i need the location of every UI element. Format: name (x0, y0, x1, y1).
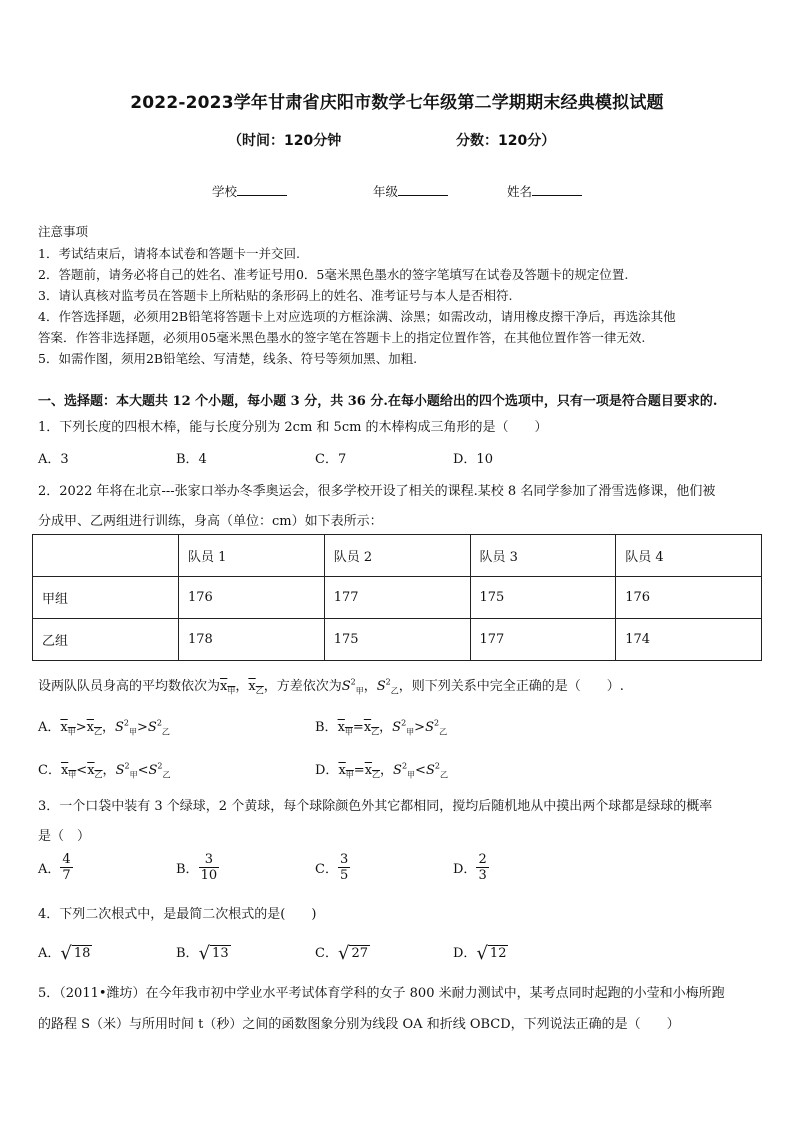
radicand: 27 (351, 946, 368, 961)
var-s: S (425, 763, 435, 778)
comma: ， (102, 763, 116, 778)
var-x: x (364, 763, 373, 778)
var-x: x (363, 720, 372, 735)
question-5-stem-line1: 5．（2011•潍坊）在今年我市初中学业水平考试体育学科的女子 800 米耐力测试中，某考点同时起跑的小莹和小梅所跑 (38, 986, 725, 1001)
comma: ， (363, 679, 377, 694)
sup-2: 2 (124, 761, 130, 771)
grade-field[interactable] (373, 182, 448, 200)
sub-jia: 甲 (355, 686, 364, 696)
q1-option-b[interactable]: B．4 (176, 452, 207, 467)
option-label: D． (315, 763, 339, 778)
sub-jia: 甲 (129, 727, 137, 737)
comma: ， (235, 679, 249, 694)
option-label: B． (315, 720, 338, 735)
note-item: 3．请认真核对监考员在答题卡上所粘贴的条形码上的姓名、准考证号与本人是否相符. (38, 288, 513, 303)
table-cell: 甲组 (33, 577, 179, 619)
sub-jia: 甲 (129, 770, 138, 780)
height-table (32, 534, 762, 661)
q4-option-c[interactable] (315, 942, 370, 964)
table-cell: 177 (324, 577, 470, 619)
table-cell: 176 (179, 577, 325, 619)
note-item: 答案．作答非选择题，必须用05毫米黑色墨水的签字笔在答题卡上的指定位置作答，在其他位置作答一律无效. (38, 330, 646, 345)
section-heading: 一、选择题：本大题共 12 个小题，每小题 3 分，共 36 分.在每小题给出的四个选项中，只有一项是符合题目要求的. (38, 394, 718, 409)
denominator: 7 (62, 868, 71, 883)
var-x: x (60, 763, 69, 778)
table-cell: 175 (324, 619, 470, 661)
option-label: B． (176, 862, 199, 877)
q1-option-d[interactable]: D．10 (453, 452, 493, 467)
var-x: x (220, 679, 228, 694)
option-label: D． (453, 946, 477, 961)
note-item: 1．考试结束后，请将本试卷和答题卡一并交回. (38, 246, 300, 261)
numerator: 4 (62, 852, 71, 867)
sqrt-symbol: √ 13 (198, 943, 229, 964)
numerator: 3 (204, 852, 213, 867)
option-label: C． (315, 862, 338, 877)
sub-yi: 乙 (390, 686, 399, 696)
q3-option-a[interactable] (38, 852, 73, 883)
school-blank[interactable] (237, 183, 287, 196)
question-2-condition (38, 675, 624, 697)
relation-symbol: = (352, 720, 364, 735)
numerator: 2 (478, 852, 487, 867)
var-s: S (148, 763, 158, 778)
question-5-stem-line2: 的路程 S（米）与所用时间 t（秒）之间的函数图象分别为线段 OA 和折线 OBCD，下列说法正确的是（ ） (38, 1017, 680, 1032)
fraction (60, 852, 72, 883)
fraction (338, 852, 350, 883)
var-yi (377, 679, 399, 694)
numerator: 3 (339, 852, 349, 867)
grade-blank[interactable] (398, 183, 448, 196)
relation-symbol: > (137, 720, 148, 735)
name-label: 姓名 (507, 184, 533, 199)
comma: ， (379, 720, 393, 735)
option-label: D． (453, 862, 477, 877)
var-s: S (392, 720, 402, 735)
option-label: B． (176, 946, 199, 961)
sup-2: 2 (385, 677, 391, 687)
var-s: S (147, 720, 157, 735)
sub-yi: 乙 (255, 686, 264, 696)
sub-yi: 乙 (161, 727, 170, 737)
table-cell: 176 (616, 577, 762, 619)
relation-symbol: < (415, 763, 426, 778)
q2-option-c[interactable] (38, 759, 170, 781)
radicand: 18 (73, 946, 91, 961)
sub-yi: 乙 (371, 727, 380, 737)
table-row (33, 577, 762, 619)
var-s: S (425, 720, 434, 735)
q3-option-c[interactable] (315, 852, 350, 883)
sup-2: 2 (401, 761, 408, 771)
q2-option-b[interactable] (315, 716, 447, 738)
var-x: x (248, 679, 256, 694)
option-label: A． (38, 862, 61, 877)
q1-option-a[interactable]: A．3 (38, 452, 69, 467)
question-2-stem-line2: 分成甲、乙两组进行训练，身高（单位：cm）如下表所示： (38, 514, 383, 529)
table-cell (33, 535, 179, 577)
notes-heading: 注意事项 (38, 224, 89, 239)
var-x: x (87, 763, 95, 778)
q4-option-d[interactable] (453, 942, 508, 964)
table-cell: 178 (179, 619, 325, 661)
radicand: 12 (489, 946, 507, 961)
sup-2: 2 (434, 761, 440, 771)
var-s: S (115, 720, 124, 735)
q3-option-b[interactable] (176, 852, 219, 883)
condition-text-b: ，方差依次为 (263, 679, 342, 694)
sub-yi: 乙 (94, 770, 103, 780)
relation-symbol: = (353, 763, 365, 778)
radicand: 13 (212, 946, 229, 961)
relation-symbol: < (76, 763, 88, 778)
question-3-stem-line1: 3．一个口袋中装有 3 个绿球，2 个黄球，每个球除颜色外其它都相同，搅均后随机地从中摸出两个球都是绿球的概率 (38, 799, 713, 814)
table-row (33, 619, 762, 661)
exam-title: 2022-2023学年甘肃省庆阳市数学七年级第二学期期末经典模拟试题 (130, 93, 664, 113)
note-item: 4．作答选择题，必须用2B铅笔将答题卡上对应选项的方框涂满、涂黑；如需改动，请用橡皮擦干净后，再选涂其他 (38, 309, 676, 324)
question-3-stem-line2: 是（ ） (38, 829, 91, 844)
sub-yi: 乙 (439, 770, 448, 780)
mean-yi (248, 679, 263, 694)
question-2-stem-line1: 2．2022 年将在北京---张家口举办冬季奥运会，很多学校开设了相关的课程.某校 8 名同学参加了滑雪选修课，他们被 (38, 484, 716, 499)
table-cell: 队员 2 (324, 535, 470, 577)
sub-jia: 甲 (406, 727, 415, 737)
option-label: A． (38, 946, 61, 961)
sub-jia: 甲 (345, 770, 354, 780)
comma: ， (380, 763, 394, 778)
table-cell: 队员 3 (470, 535, 616, 577)
sup-2: 2 (157, 761, 163, 771)
sub-yi: 乙 (93, 727, 102, 737)
sub-yi: 乙 (372, 770, 381, 780)
comma: ， (101, 720, 115, 735)
var-x: x (86, 720, 94, 735)
table-cell: 队员 1 (179, 535, 325, 577)
exam-score: 分数：120分） (456, 133, 556, 149)
table-header-row (33, 535, 762, 577)
var-x: x (337, 720, 345, 735)
table-cell: 177 (470, 619, 616, 661)
relation-symbol: > (75, 720, 87, 735)
sup-2: 2 (350, 677, 356, 687)
var-jia (342, 679, 364, 694)
var-x: x (60, 720, 68, 735)
name-blank[interactable] (532, 183, 582, 196)
table-cell: 175 (470, 577, 616, 619)
question-4-stem: 4．下列二次根式中，是最简二次根式的是( ) (38, 907, 317, 922)
sub-jia: 甲 (68, 770, 77, 780)
name-field[interactable] (507, 182, 582, 200)
q1-option-c[interactable]: C．7 (315, 452, 347, 467)
condition-text-c: ，则下列关系中完全正确的是（ ）. (398, 679, 624, 694)
school-label: 学校 (212, 184, 238, 199)
sub-yi: 乙 (439, 727, 448, 737)
school-field[interactable] (212, 182, 287, 200)
denominator: 3 (478, 868, 487, 883)
q4-option-a[interactable] (38, 942, 92, 964)
sqrt-symbol: √ 12 (476, 943, 507, 964)
sqrt-symbol: √ 18 (60, 943, 91, 964)
var-s: S (115, 763, 125, 778)
var-s: S (393, 763, 402, 778)
table-cell: 乙组 (33, 619, 179, 661)
sub-jia: 甲 (67, 727, 76, 737)
q3-option-d[interactable] (453, 852, 489, 883)
note-item: 2．答题前，请务必将自己的姓名、准考证号用0．5毫米黑色墨水的签字笔填写在试卷及答题卡的规定位置. (38, 267, 629, 282)
var-s: S (341, 679, 351, 694)
relation-symbol: < (137, 763, 149, 778)
sup-2: 2 (433, 718, 440, 728)
sqrt-symbol: √ 27 (337, 943, 368, 964)
note-item: 5．如需作图，须用2B铅笔绘、写清楚，线条、符号等须加黑、加粗. (38, 351, 418, 366)
option-label: C． (38, 763, 61, 778)
condition-text-a: 设两队队员身高的平均数依次为 (38, 679, 221, 694)
sub-yi: 乙 (162, 770, 171, 780)
question-1-stem: 1．下列长度的四根木棒，能与长度分别为 2cm 和 5cm 的木棒构成三角形的是（ ） (38, 420, 548, 435)
option-label: C． (315, 946, 338, 961)
sub-jia: 甲 (227, 686, 236, 696)
exam-time: （时间：120分钟 (228, 133, 342, 149)
sup-2: 2 (123, 718, 129, 728)
sub-jia: 甲 (407, 770, 416, 780)
mean-jia (220, 679, 235, 694)
sup-2: 2 (156, 718, 162, 728)
relation-symbol: > (414, 720, 426, 735)
grade-label: 年级 (373, 184, 399, 199)
denominator: 5 (339, 868, 349, 883)
q4-option-b[interactable] (176, 942, 231, 964)
option-label: A． (38, 720, 61, 735)
fraction (199, 852, 220, 883)
var-x: x (338, 763, 346, 778)
var-s: S (376, 679, 386, 694)
q2-option-a[interactable] (38, 716, 170, 738)
table-cell: 174 (616, 619, 762, 661)
q2-option-d[interactable] (315, 759, 448, 781)
sup-2: 2 (401, 718, 407, 728)
table-cell: 队员 4 (616, 535, 762, 577)
sub-jia: 甲 (344, 727, 353, 737)
denominator: 10 (200, 868, 218, 883)
fraction (476, 852, 488, 883)
